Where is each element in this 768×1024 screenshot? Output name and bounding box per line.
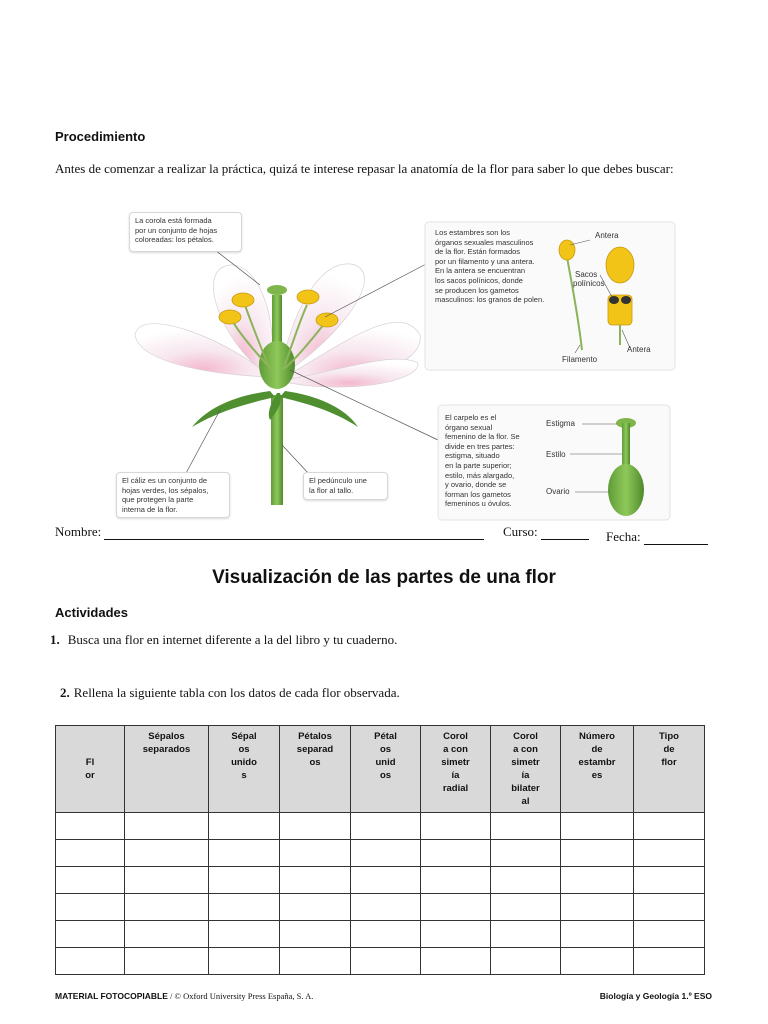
intro-paragraph: Antes de comenzar a realizar la práctica, quizá te interese repasar la anatomía de la flor para saber lo que debes buscar: [55, 161, 674, 176]
table-cell[interactable] [421, 867, 491, 894]
carpelo-callout-line: estigma, situado [445, 451, 500, 461]
table-cell[interactable] [561, 921, 634, 948]
table-cell[interactable] [351, 813, 421, 840]
table-cell[interactable] [634, 840, 705, 867]
table-cell[interactable] [209, 867, 280, 894]
header-line: separad [296, 744, 334, 755]
table-row [56, 867, 705, 894]
table-cell[interactable] [634, 867, 705, 894]
table-cell[interactable] [56, 867, 125, 894]
caliz-callout-line: que protegen la parte [122, 495, 194, 505]
header-line: or [85, 770, 95, 781]
estilo-label: Estilo [546, 450, 566, 459]
fecha-label: Fecha: [606, 529, 641, 544]
ovario-label: Ovario [546, 487, 570, 496]
carpelo-callout-line: forman los gametos [445, 489, 511, 499]
pedunculo-callout-line: la flor al tallo. [309, 485, 354, 495]
table-row [56, 948, 705, 975]
table-cell[interactable] [421, 840, 491, 867]
table-cell[interactable] [125, 921, 209, 948]
pedunculo-callout [303, 472, 388, 500]
table-row [56, 813, 705, 840]
table-cell[interactable] [209, 813, 280, 840]
header-petalos-unidos [351, 726, 421, 813]
header-line: Fl [85, 757, 95, 768]
footer-material-label: MATERIAL FOTOCOPIABLE [55, 991, 168, 1001]
header-sepalos-separados [125, 726, 209, 813]
question-2-text: Rellena la siguiente tabla con los datos de cada flor observada. [73, 685, 400, 700]
caliz-callout-line: hojas verdes, los sépalos, [122, 485, 209, 495]
page-title: Visualización de las partes de una flor [212, 567, 556, 588]
carpelo-callout-line: estilo, más alargado, [445, 470, 515, 480]
question-1 [50, 632, 397, 648]
carpelo-callout-line: femeninos u óvulos. [445, 499, 512, 509]
table-row [56, 894, 705, 921]
question-2 [60, 685, 400, 701]
carpelo-callout-line: en la parte superior; [445, 460, 512, 470]
footer-right: Biología y Geología 1.º ESO [599, 991, 712, 1001]
header-line: de [591, 744, 603, 755]
header-line: de [663, 744, 675, 755]
carpelo-callout-line: El carpelo es el [445, 413, 497, 422]
header-line: a con [513, 744, 538, 755]
table-cell[interactable] [56, 948, 125, 975]
actividades-heading: Actividades [55, 605, 128, 620]
carpelo-callout [440, 410, 540, 520]
header-line: radial [442, 783, 469, 794]
header-line: Corol [513, 731, 538, 742]
table-cell[interactable] [280, 921, 351, 948]
antera-top-label: Antera [595, 231, 619, 240]
header-line: ía [451, 770, 460, 781]
header-line: os [379, 770, 392, 781]
table-cell[interactable] [209, 948, 280, 975]
header-line: unido [231, 757, 257, 768]
header-corola-bilateral [491, 726, 561, 813]
table-cell[interactable] [421, 894, 491, 921]
carpelo-callout-line: divide en tres partes: [445, 441, 515, 451]
table-cell[interactable] [491, 921, 561, 948]
pedunculo-callout-line: El pedúnculo une [309, 476, 367, 485]
caliz-callout-line: El cáliz es un conjunto de [122, 476, 208, 485]
table-cell[interactable] [351, 921, 421, 948]
table-cell[interactable] [421, 921, 491, 948]
table-cell[interactable] [491, 894, 561, 921]
footer-left [55, 991, 313, 1001]
table-cell[interactable] [491, 813, 561, 840]
table-cell[interactable] [280, 948, 351, 975]
filamento-label: Filamento [562, 355, 598, 364]
carpelo-callout-line: femenino de la flor. Se [445, 432, 520, 442]
header-line: flor [661, 757, 677, 768]
table-cell[interactable] [561, 948, 634, 975]
header-line: simetr [511, 757, 540, 768]
header-petalos-separados [280, 726, 351, 813]
header-line: Pétalos [298, 731, 332, 742]
estambres-callout-line: los sacos polínicos, donde [435, 275, 523, 285]
corola-callout-line: coloreadas: los pétalos. [135, 235, 214, 245]
table-cell[interactable] [491, 948, 561, 975]
curso-field [503, 524, 589, 540]
caliz-callout [116, 472, 230, 518]
table-cell[interactable] [634, 894, 705, 921]
fecha-blank[interactable] [644, 532, 708, 545]
caliz-callout-line: interna de la flor. [122, 504, 178, 514]
header-line: Sépal [231, 731, 257, 742]
table-cell[interactable] [561, 813, 634, 840]
table-cell[interactable] [56, 921, 125, 948]
header-line: Tipo [659, 731, 679, 742]
header-line: s [241, 770, 247, 781]
table-cell[interactable] [56, 840, 125, 867]
table-cell[interactable] [634, 948, 705, 975]
estambres-callout-line: de la flor. Están formados [435, 247, 521, 257]
header-numero-estambres [561, 726, 634, 813]
header-line: ía [521, 770, 530, 781]
curso-blank[interactable] [541, 527, 589, 540]
curso-label: Curso: [503, 524, 538, 539]
table-cell[interactable] [125, 840, 209, 867]
table-cell[interactable] [209, 840, 280, 867]
header-line: Pétal [374, 731, 397, 742]
header-line: unid [375, 757, 396, 768]
table-body [56, 813, 705, 975]
footer-copyright: / © Oxford University Press España, S. A. [167, 991, 314, 1001]
estambres-callout-line: masculinos: los granos de polen. [435, 295, 545, 305]
sacos-label: Sacos [575, 270, 598, 279]
table-cell[interactable] [280, 813, 351, 840]
header-line: Sépalos [148, 731, 185, 742]
table-cell[interactable] [561, 867, 634, 894]
question-1-number: 1. [50, 632, 60, 647]
polinicos-label: polínicos [573, 279, 605, 288]
table-cell[interactable] [351, 840, 421, 867]
table-cell[interactable] [209, 894, 280, 921]
header-line: Corol [443, 731, 468, 742]
corola-callout-line: La corola está formada [135, 216, 212, 225]
table-cell[interactable] [491, 840, 561, 867]
header-line: al [521, 796, 530, 807]
table-cell[interactable] [421, 948, 491, 975]
estambres-callout-line: se producen los gametos [435, 285, 519, 295]
antera-bottom-label: Antera [627, 345, 651, 354]
header-line: os [309, 757, 321, 768]
table-cell[interactable] [634, 813, 705, 840]
table-header-row [56, 726, 705, 813]
table-cell[interactable] [125, 867, 209, 894]
nombre-blank[interactable] [104, 527, 484, 540]
question-1-text: Busca una flor en internet diferente a la del libro y tu cuaderno. [67, 632, 398, 647]
procedimiento-heading: Procedimiento [55, 129, 146, 144]
table-cell[interactable] [351, 948, 421, 975]
table-cell[interactable] [634, 921, 705, 948]
estambres-callout-line: En la antera se encuentran [435, 266, 526, 276]
estambres-callout [430, 225, 560, 317]
carpelo-callout-line: órgano sexual [445, 422, 493, 432]
header-sepalos-unidos [209, 726, 280, 813]
carpelo-callout-line: y ovario, donde se [445, 480, 507, 490]
estambres-callout-line: Los estambres son los [435, 228, 511, 237]
table-cell[interactable] [280, 867, 351, 894]
header-line: separados [142, 744, 191, 755]
header-corola-radial [421, 726, 491, 813]
corola-callout-line: por un conjunto de hojas [135, 225, 218, 235]
nombre-label: Nombre: [55, 524, 102, 539]
corola-callout [129, 212, 242, 252]
table-cell[interactable] [351, 894, 421, 921]
table-cell[interactable] [125, 894, 209, 921]
table-cell[interactable] [209, 921, 280, 948]
header-line: es [591, 770, 603, 781]
table-row [56, 840, 705, 867]
table-row [56, 921, 705, 948]
nombre-field [55, 524, 484, 540]
table-cell[interactable] [56, 894, 125, 921]
estigma-label: Estigma [546, 419, 575, 428]
header-tipo-flor [634, 726, 705, 813]
header-line: estambr [578, 757, 616, 768]
header-line: simetr [441, 757, 470, 768]
estambres-callout-line: por un filamento y una antera. [435, 256, 535, 266]
table-cell[interactable] [280, 840, 351, 867]
table-cell[interactable] [125, 948, 209, 975]
table-cell[interactable] [280, 894, 351, 921]
header-line: Número [579, 731, 615, 742]
table-cell[interactable] [561, 840, 634, 867]
table-cell[interactable] [421, 813, 491, 840]
header-line: bilater [511, 783, 540, 794]
question-2-number: 2. [60, 685, 70, 700]
fecha-field [606, 529, 708, 545]
flower-data-table [55, 725, 705, 975]
header-flor [56, 726, 125, 813]
table-cell[interactable] [491, 867, 561, 894]
table-cell[interactable] [351, 867, 421, 894]
table-cell[interactable] [56, 813, 125, 840]
table-cell[interactable] [125, 813, 209, 840]
header-line: a con [443, 744, 468, 755]
header-line: os [238, 744, 250, 755]
estambres-callout-line: órganos sexuales masculinos [435, 237, 534, 247]
table-cell[interactable] [561, 894, 634, 921]
header-line: os [379, 744, 392, 755]
